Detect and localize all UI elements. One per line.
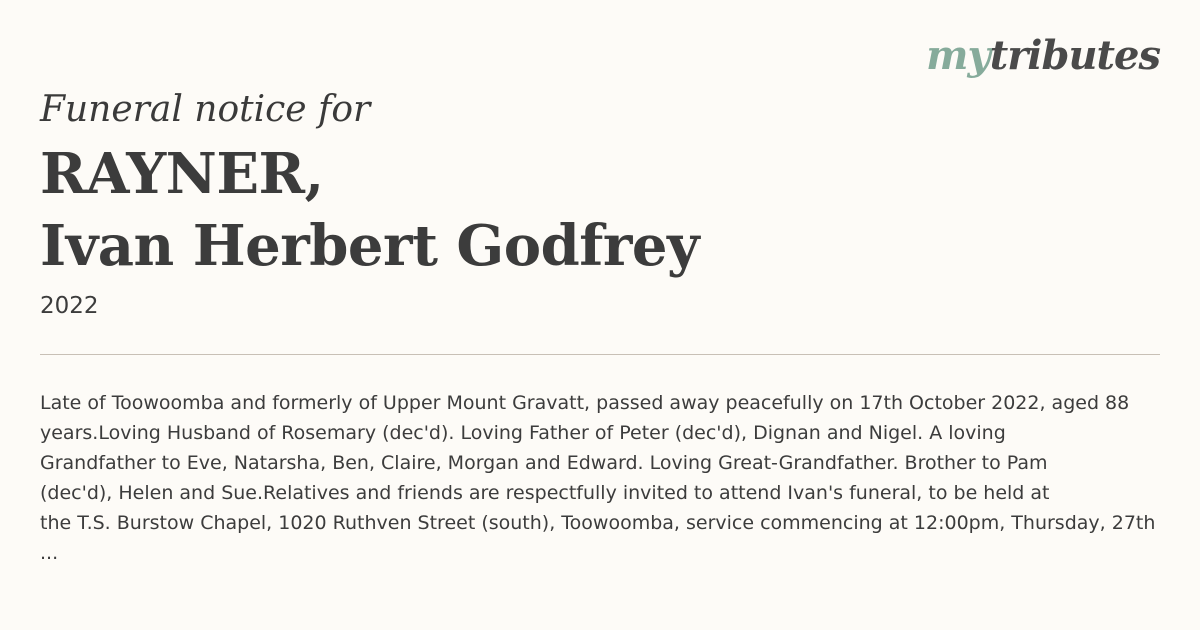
notice-eyebrow: Funeral notice for <box>40 89 371 130</box>
logo-my: my <box>926 32 990 79</box>
notice-year: 2022 <box>40 293 99 319</box>
deceased-name <box>40 138 699 282</box>
mytributes-logo[interactable] <box>926 32 1160 79</box>
deceased-given-names: Ivan Herbert Godfrey <box>40 213 700 279</box>
logo-tributes: tributes <box>989 32 1160 79</box>
divider <box>40 354 1160 355</box>
notice-body: Late of Toowoomba and formerly of Upper Mount Gravatt, passed away peacefully on 17th October 2022, aged 88 years.Loving Husband of Rosemary (dec'd). Loving Father of Peter (dec'd), Dignan and Nigel. A loving Grandfather to Eve, Natarsha, Ben, Claire, Morgan and Edward. Loving Great-Grandfather. Brother to Pam (dec'd), Helen and Sue.Relatives and friends are respectfully invited to attend Ivan's funeral, to be held at the T.S. Burstow Chapel, 1020 Ruthven Street (south), Toowoomba, service commencing at 12:00pm, Thursday, 27th ... <box>40 392 1156 564</box>
deceased-surname: RAYNER, <box>40 141 324 207</box>
